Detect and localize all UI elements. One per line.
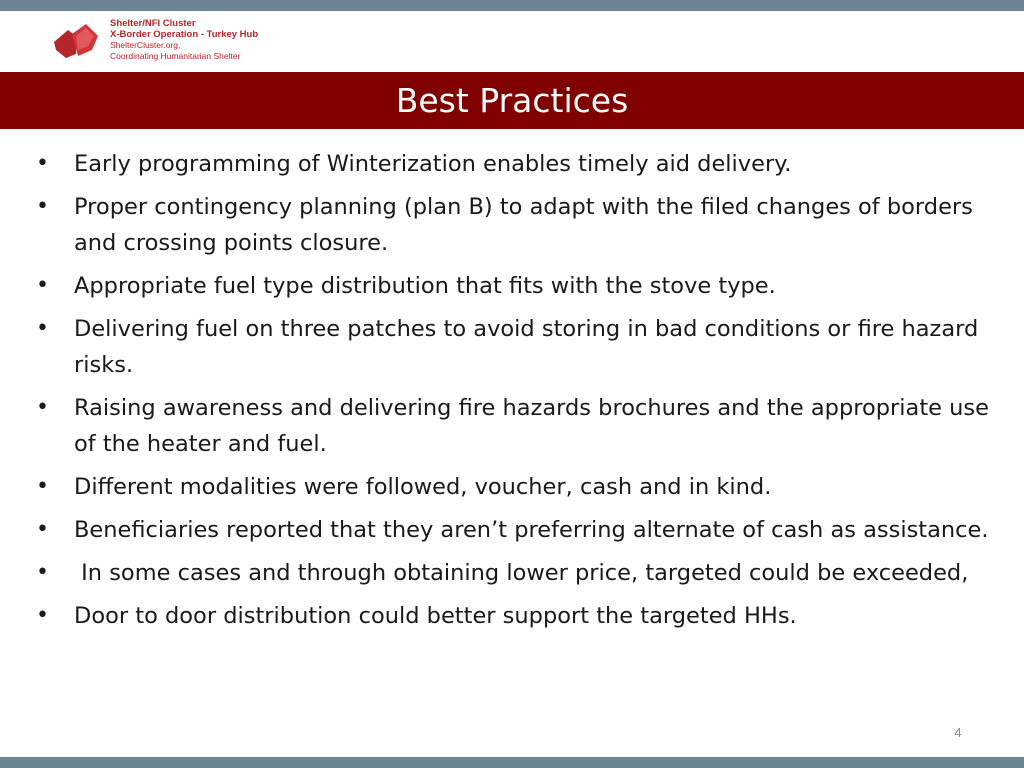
- bullet-text: Door to door distribution could better support the targeted HHs.: [74, 603, 797, 629]
- bullet-icon: •: [36, 603, 49, 628]
- bottom-strip: [0, 757, 1024, 768]
- logo-line-cluster: Shelter/NFI Cluster: [110, 18, 196, 29]
- logo-text: [110, 18, 320, 62]
- bullet-icon: •: [36, 151, 49, 176]
- bullet-icon: •: [36, 395, 49, 420]
- bullet-item: [36, 390, 1011, 462]
- bullet-text: Appropriate fuel type distribution that fits with the stove type.: [74, 273, 776, 299]
- bullet-item: [36, 555, 1011, 591]
- bullet-icon: •: [36, 194, 49, 219]
- bullet-icon: •: [36, 273, 49, 298]
- bullet-item: [36, 512, 1011, 548]
- logo-line-tagline: Coordinating Humanitarian Shelter: [110, 51, 241, 61]
- logo-line-operation: X-Border Operation - Turkey Hub: [110, 29, 259, 40]
- bullet-item: [36, 189, 1011, 261]
- bullet-icon: •: [36, 474, 49, 499]
- bullet-text: Beneficiaries reported that they aren’t preferring alternate of cash as assistance.: [74, 517, 989, 543]
- hands-house-logo-icon: [52, 20, 100, 60]
- bullet-list: [36, 146, 1011, 641]
- slide-title: Best Practices: [395, 81, 629, 120]
- bullet-icon: •: [36, 560, 49, 585]
- logo-line-website: ShelterCluster.org,: [110, 40, 181, 50]
- bullet-text: Delivering fuel on three patches to avoid storing in bad conditions or fire hazard risks.: [74, 316, 979, 378]
- bullet-text: Different modalities were followed, voucher, cash and in kind.: [74, 474, 772, 500]
- top-strip: [0, 0, 1024, 11]
- bullet-item: [36, 311, 1011, 383]
- bullet-item: [36, 598, 1011, 634]
- bullet-icon: •: [36, 316, 49, 341]
- bullet-text: In some cases and through obtaining lower price, targeted could be exceeded,: [74, 560, 969, 586]
- bullet-text: Proper contingency planning (plan B) to adapt with the filed changes of borders and crossing points closure.: [74, 194, 973, 256]
- bullet-icon: •: [36, 517, 49, 542]
- page-number: 4: [954, 725, 962, 740]
- bullet-item: [36, 268, 1011, 304]
- bullet-item: [36, 469, 1011, 505]
- bullet-item: [36, 146, 1011, 182]
- title-bar: [0, 72, 1024, 129]
- bullet-text: Raising awareness and delivering fire hazards brochures and the appropriate use of the heater and fuel.: [74, 395, 989, 457]
- bullet-text: Early programming of Winterization enables timely aid delivery.: [74, 151, 792, 177]
- cluster-logo: [52, 16, 312, 66]
